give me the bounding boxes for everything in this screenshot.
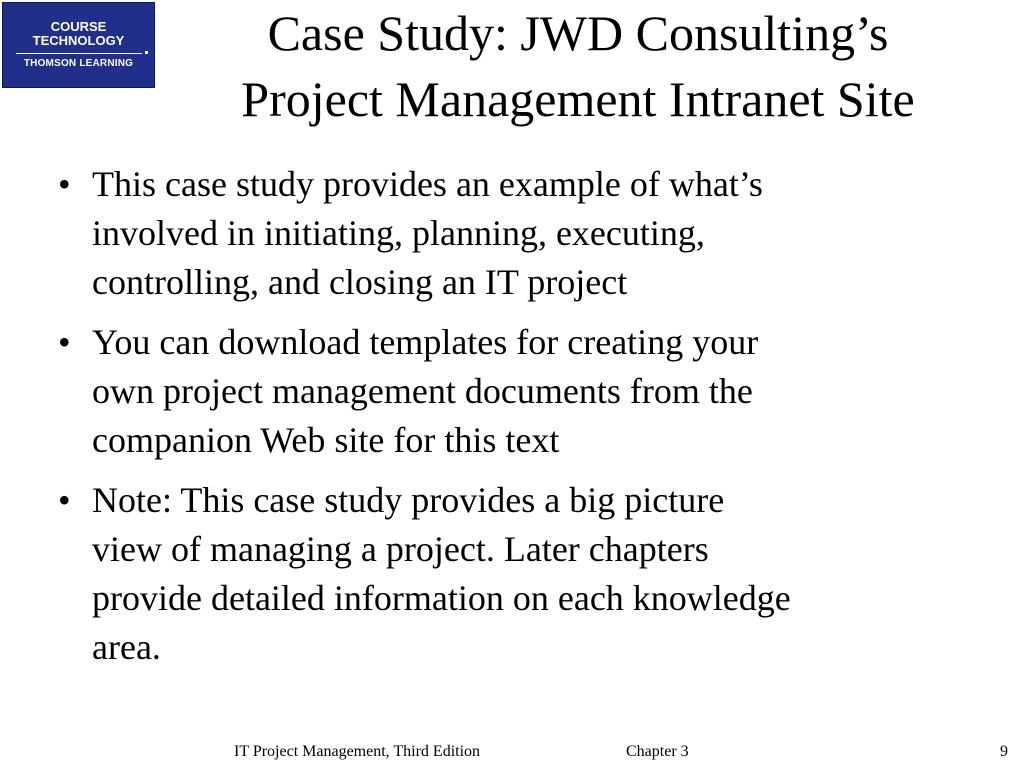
- bullet-text-line: This case study provides an example of what’s: [92, 164, 763, 204]
- bullet-text-line: provide detailed information on each knowledge: [92, 578, 791, 618]
- course-technology-logo: [2, 2, 155, 88]
- bullet-list: [56, 160, 986, 683]
- logo-line-technology: TECHNOLOGY: [32, 33, 125, 48]
- bullet-text-line: Note: This case study provides a big picture: [92, 480, 725, 520]
- logo-line-thomson-learning: THOMSON LEARNING: [23, 58, 134, 69]
- bullet-text-line: area.: [92, 627, 161, 667]
- bullet-icon: •: [58, 322, 71, 362]
- slide-title-line-2: Project Management Intranet Site: [241, 71, 915, 127]
- footer-page-number: 9: [1000, 743, 1008, 760]
- bullet-text-line: controlling, and closing an IT project: [92, 262, 628, 302]
- footer-book-title: IT Project Management, Third Edition: [234, 743, 481, 760]
- bullet-icon: •: [58, 480, 71, 520]
- bullet-text-line: You can download templates for creating your: [92, 322, 759, 362]
- bullet-icon: •: [58, 164, 71, 204]
- footer-chapter: Chapter 3: [626, 743, 689, 760]
- bullet-text-line: view of managing a project. Later chapters: [92, 529, 709, 569]
- logo-dot: [145, 51, 148, 54]
- logo-divider: [16, 53, 142, 54]
- slide-title-line-1: Case Study: JWD Consulting’s: [267, 5, 889, 61]
- slide-title: [158, 0, 998, 132]
- logo-line-course: COURSE: [50, 19, 107, 34]
- bullet-item: [56, 160, 986, 307]
- bullet-item: [56, 318, 986, 465]
- bullet-text-line: own project management documents from the: [92, 371, 753, 411]
- bullet-text-line: companion Web site for this text: [92, 420, 560, 460]
- bullet-item: [56, 476, 986, 672]
- bullet-text-line: involved in initiating, planning, executing,: [92, 213, 705, 253]
